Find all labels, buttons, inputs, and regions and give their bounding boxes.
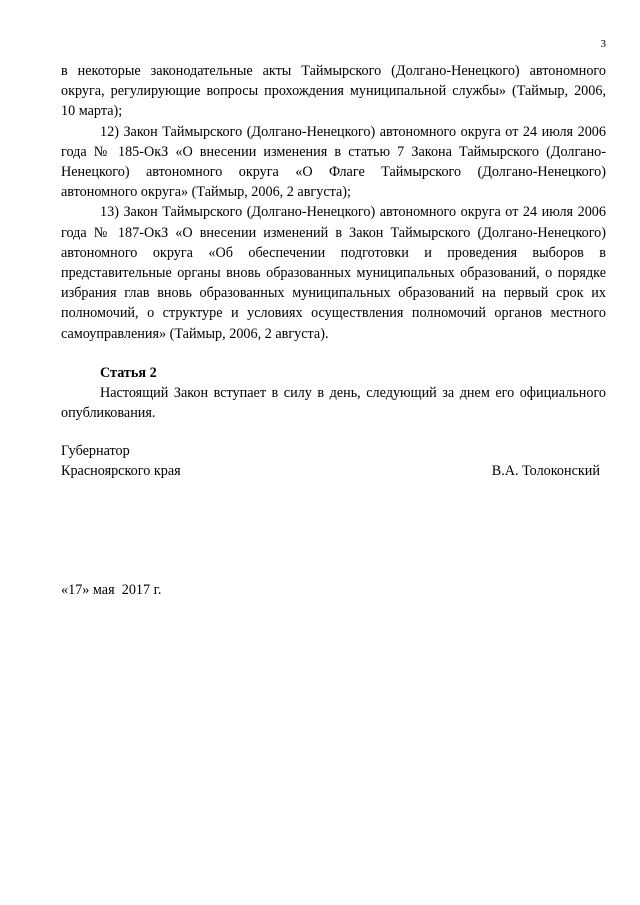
list-item-13: 13) Закон Таймырского (Долгано-Ненецкого) автономного округа от 24 июля 2006 года № 187-ОкЗ «О внесении изменений в Закон Таймырского (Долгано-Ненецкого) автономного округа «Об обеспечении подготовки и проведения выборов в представительные органы вновь образованных муниципальных образований, о порядке избрания глав вновь образованных муниципальных образований на первый срок их полномочий, о структуре и условиях осуществления полномочий органов местного самоуправления» (Таймыр, 2006, 2 августа). — [61, 204, 606, 342]
document-body — [61, 61, 606, 423]
signature-block — [61, 441, 606, 481]
signature-line — [61, 461, 606, 481]
article-2 — [61, 363, 606, 424]
signatory-position-line2: Красноярского края — [61, 463, 181, 480]
continuation-paragraph: в некоторые законодательные акты Таймырского (Долгано-Ненецкого) автономного округа, регулирующие вопросы прохождения муниципальной службы» (Таймыр, 2006, 10 марта); — [61, 63, 606, 120]
list-item-12: 12) Закон Таймырского (Долгано-Ненецкого) автономного округа от 24 июля 2006 года № 185-ОкЗ «О внесении изменения в статью 7 Закона Таймырского (Долгано-Ненецкого) автономного округа «О Флаге Таймырского (Долгано-Ненецкого) автономного округа» (Таймыр, 2006, 2 августа); — [61, 123, 606, 201]
article-title: Статья 2 — [100, 364, 157, 381]
document-date: «17» мая 2017 г. — [61, 582, 162, 598]
page-number: 3 — [600, 38, 606, 50]
signatory-position-line1: Губернатор — [61, 443, 130, 459]
signatory-name: В.А. Толоконский — [491, 463, 600, 480]
article-text: Настоящий Закон вступает в силу в день, следующий за днем его официального опубликования. — [61, 385, 606, 422]
